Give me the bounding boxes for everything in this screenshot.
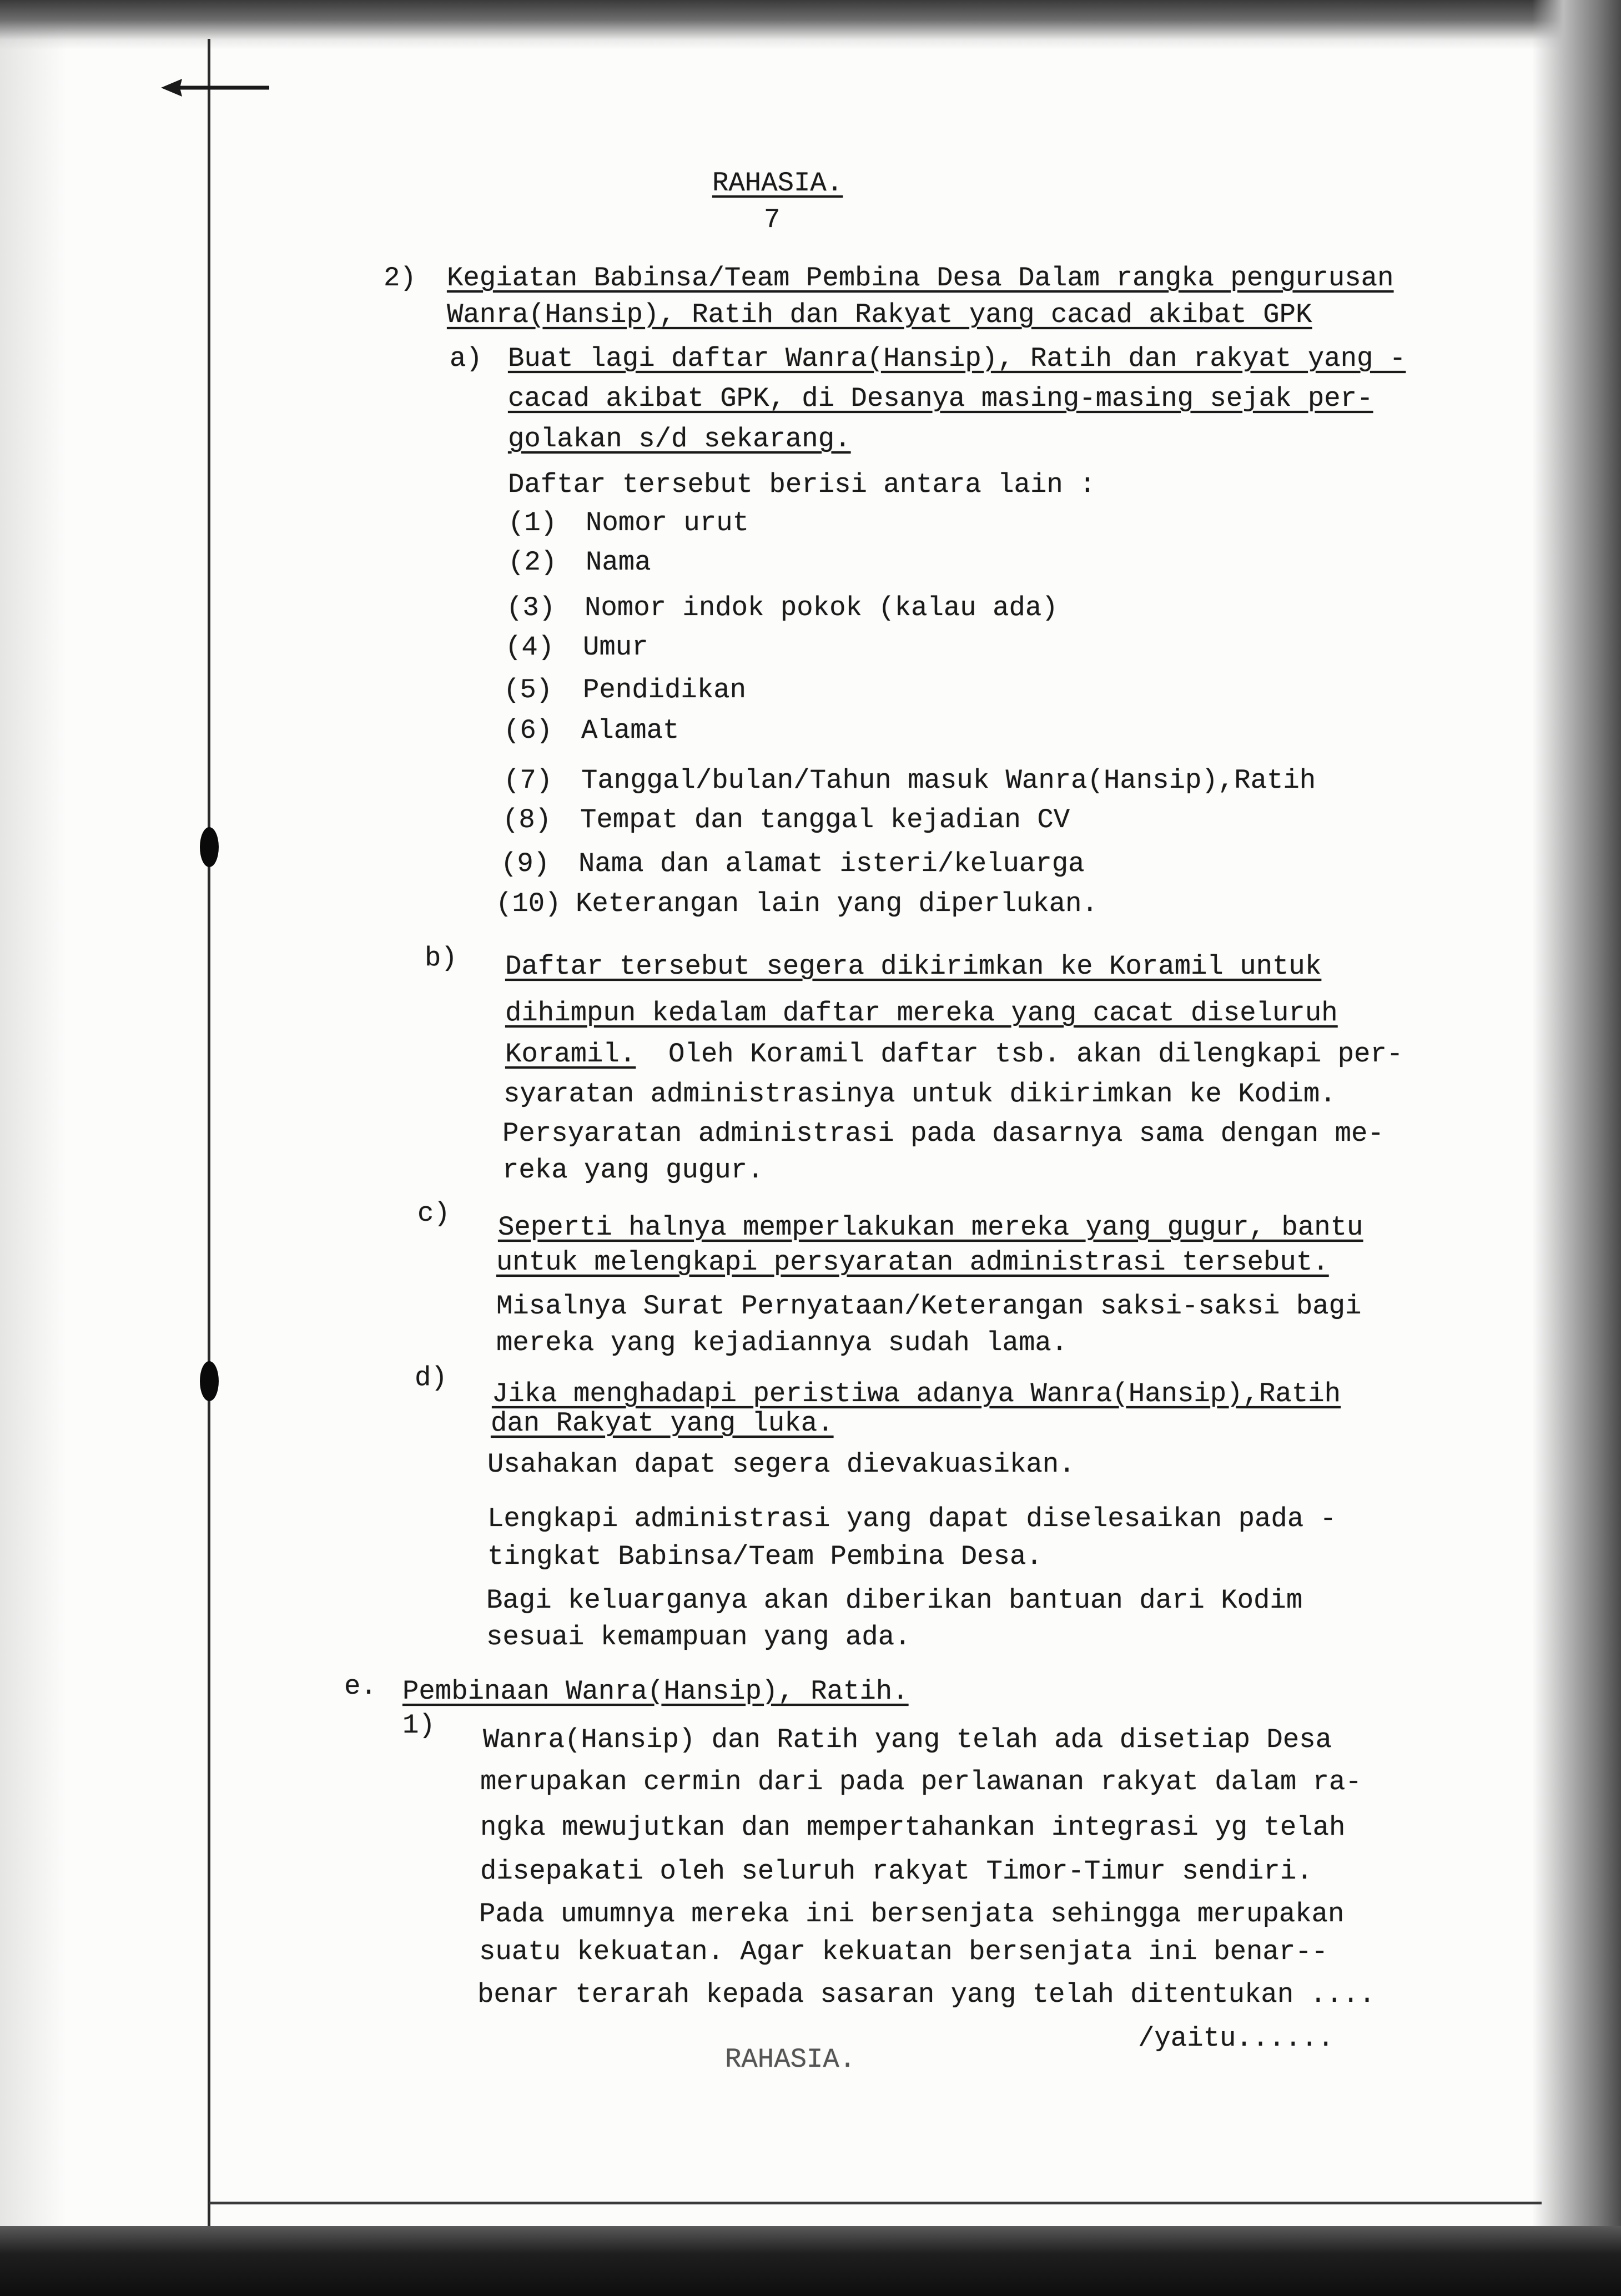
punch-hole xyxy=(200,1361,219,1401)
field-number: (1) xyxy=(508,507,557,538)
sub-1-line: merupakan cermin dari pada perlawanan rakyat dalam ra- xyxy=(480,1766,1362,1797)
sub-b-label: b) xyxy=(425,943,457,974)
sub-d-line: Lengkapi administrasi yang dapat diselesaikan pada - xyxy=(487,1503,1337,1534)
sub-1-line: Pada umumnya mereka ini bersenjata sehingga merupakan xyxy=(479,1899,1345,1930)
field-text: Nama xyxy=(586,547,651,578)
scan-bottom-edge xyxy=(0,2226,1621,2296)
field-text: Tanggal/bulan/Tahun masuk Wanra(Hansip),Ratih xyxy=(581,765,1316,796)
field-text: Umur xyxy=(583,632,648,663)
field-text: Tempat dan tanggal kejadian CV xyxy=(580,804,1070,835)
sub-b-line xyxy=(505,1040,1403,1069)
arrow-left-icon xyxy=(155,71,278,104)
sub-b-line-rest: Oleh Koramil daftar tsb. akan dilengkapi per- xyxy=(636,1039,1403,1070)
sub-1-line: suatu kekuatan. Agar kekuatan bersenjata ini benar-- xyxy=(479,1936,1328,1967)
sub-1-line: ngka mewujutkan dan mempertahankan integrasi yg telah xyxy=(480,1812,1346,1843)
sub-d-line: Bagi keluarganya akan diberikan bantuan dari Kodim xyxy=(486,1585,1303,1616)
sub-b-line: reka yang gugur. xyxy=(502,1155,764,1186)
header-classification: RAHASIA. xyxy=(712,168,843,199)
binding-edge-line xyxy=(208,39,210,2232)
sub-b-underlined-word: Koramil. xyxy=(505,1039,636,1070)
sub-b-line: syaratan administrasinya untuk dikirimkan ke Kodim. xyxy=(504,1079,1336,1110)
field-text: Nama dan alamat isteri/keluarga xyxy=(578,848,1085,879)
sub-a-intro: Daftar tersebut berisi antara lain : xyxy=(508,469,1096,500)
sub-1-label: 1) xyxy=(402,1710,435,1741)
sub-c-line: Seperti halnya memperlakukan mereka yang gugur, bantu xyxy=(498,1212,1363,1243)
sub-1-line: benar terarah kepada sasaran yang telah ditentukan .... xyxy=(477,1979,1376,2010)
sub-c-line: untuk melengkapi persyaratan administrasi tersebut. xyxy=(496,1247,1329,1278)
item-2-title-line: Wanra(Hansip), Ratih dan Rakyat yang cacad akibat GPK xyxy=(447,299,1312,330)
item-2-label: 2) xyxy=(384,263,416,294)
page-bottom-edge-line xyxy=(209,2202,1542,2204)
page-number: 7 xyxy=(764,204,781,235)
field-number: (7) xyxy=(504,765,553,796)
field-text: Keterangan lain yang diperlukan. xyxy=(576,888,1098,919)
field-number: (8) xyxy=(502,804,552,835)
sub-c-line: Misalnya Surat Pernyataan/Keterangan saksi-saksi bagi xyxy=(496,1291,1362,1322)
sub-a-line: cacad akibat GPK, di Desanya masing-masing sejak per- xyxy=(508,383,1373,414)
sub-d-line: tingkat Babinsa/Team Pembina Desa. xyxy=(487,1541,1043,1572)
field-number: (2) xyxy=(508,547,557,578)
item-e-title: Pembinaan Wanra(Hansip), Ratih. xyxy=(402,1676,909,1707)
field-number: (10) xyxy=(496,888,561,919)
continuation-catchword: /yaitu...... xyxy=(1138,2023,1334,2054)
sub-c-label: c) xyxy=(417,1198,450,1229)
field-text: Nomor indok pokok (kalau ada) xyxy=(585,592,1058,623)
sub-b-line: dihimpun kedalam daftar mereka yang cacat diseluruh xyxy=(505,998,1338,1029)
sub-d-label: d) xyxy=(415,1362,447,1393)
field-text: Alamat xyxy=(581,715,679,746)
footer-classification: RAHASIA. xyxy=(725,2044,856,2075)
sub-d-line: dan Rakyat yang luka. xyxy=(491,1408,834,1439)
sub-b-line: Daftar tersebut segera dikirimkan ke Koramil untuk xyxy=(505,951,1322,982)
item-2-title-line: Kegiatan Babinsa/Team Pembina Desa Dalam rangka pengurusan xyxy=(447,263,1394,294)
sub-d-line: sesuai kemampuan yang ada. xyxy=(486,1622,911,1653)
punch-hole xyxy=(200,827,219,867)
field-number: (6) xyxy=(504,715,553,746)
sub-c-line: mereka yang kejadiannya sudah lama. xyxy=(496,1327,1068,1358)
sub-a-line: Buat lagi daftar Wanra(Hansip), Ratih dan rakyat yang - xyxy=(508,343,1406,374)
sub-1-line: Wanra(Hansip) dan Ratih yang telah ada disetiap Desa xyxy=(483,1724,1332,1755)
sub-d-line: Jika menghadapi peristiwa adanya Wanra(Hansip),Ratih xyxy=(492,1378,1341,1409)
scan-right-edge xyxy=(1532,0,1621,2296)
field-number: (3) xyxy=(506,592,556,623)
sub-d-line: Usahakan dapat segera dievakuasikan. xyxy=(487,1449,1075,1480)
sub-a-label: a) xyxy=(450,343,482,374)
sub-1-line: disepakati oleh seluruh rakyat Timor-Timur sendiri. xyxy=(480,1856,1313,1887)
field-text: Pendidikan xyxy=(583,674,747,706)
field-number: (4) xyxy=(505,632,555,663)
field-number: (9) xyxy=(501,848,550,879)
scan-top-edge xyxy=(0,0,1621,50)
sub-a-line: golakan s/d sekarang. xyxy=(508,424,851,455)
field-text: Nomor urut xyxy=(586,507,749,538)
scan-left-shadow xyxy=(0,0,67,2296)
sub-b-line: Persyaratan administrasi pada dasarnya sama dengan me- xyxy=(502,1118,1384,1149)
item-e-label: e. xyxy=(344,1671,377,1702)
field-number: (5) xyxy=(504,674,553,706)
